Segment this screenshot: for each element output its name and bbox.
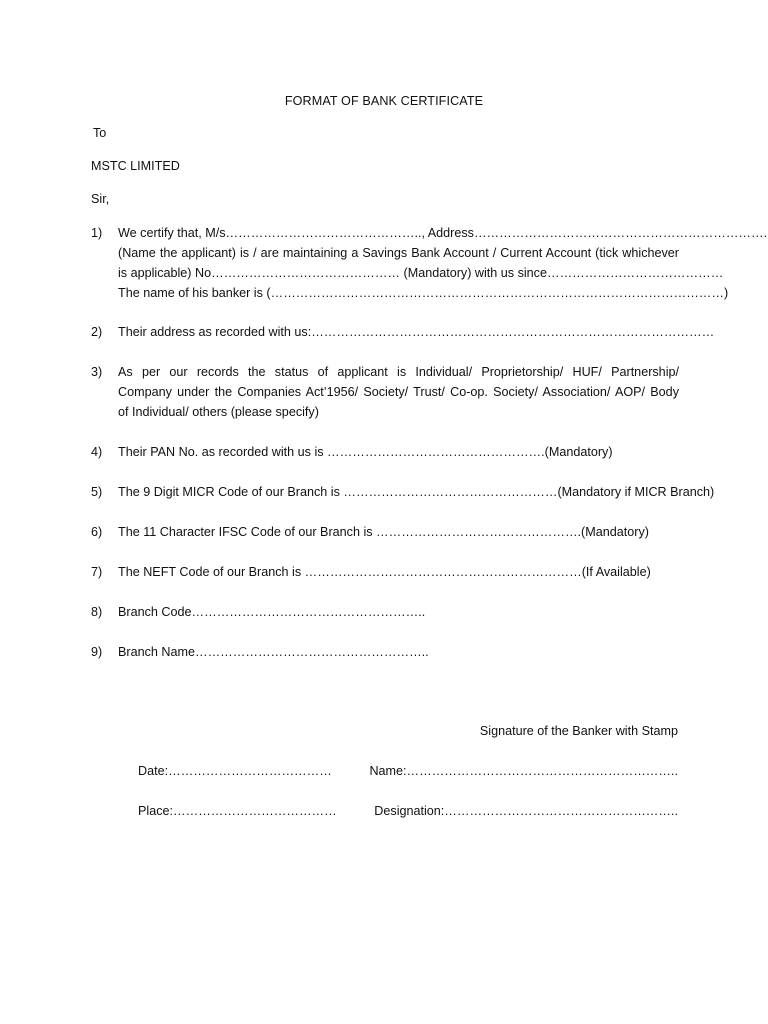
item-body bbox=[118, 223, 768, 303]
signature-title: Signature of the Banker with Stamp bbox=[479, 724, 678, 738]
item-text-line: The NEFT Code of our Branch is …………………………………………………………(If Available) bbox=[118, 565, 651, 579]
item-number: 8) bbox=[91, 605, 103, 619]
item-text-line: The 11 Character IFSC Code of our Branch is ………………………………………….(Mandatory) bbox=[118, 525, 649, 539]
item-number: 6) bbox=[91, 525, 103, 539]
item-text-line: (Name the applicant) is / are maintaining a Savings Bank Account / Current Account (tick whichever bbox=[118, 246, 679, 260]
item-number: 1) bbox=[91, 226, 103, 240]
item-number: 5) bbox=[91, 485, 103, 499]
item-text-line: The 9 Digit MICR Code of our Branch is ……………………………………………(Mandatory if MICR Branch) bbox=[118, 485, 715, 499]
item-number: 2) bbox=[91, 325, 103, 339]
item-number: 4) bbox=[91, 445, 103, 459]
item-text-line: We certify that, M/s……………………………………….., Address……………………………………………………………. bbox=[118, 226, 768, 240]
item-body bbox=[118, 362, 679, 422]
item-body bbox=[118, 442, 679, 462]
item-body bbox=[118, 482, 715, 502]
date-field: Date:………………………………… bbox=[138, 764, 332, 778]
to-line: To bbox=[93, 126, 107, 140]
item-body bbox=[118, 602, 679, 622]
item-body bbox=[118, 522, 679, 542]
page-title: FORMAT OF BANK CERTIFICATE bbox=[284, 94, 484, 108]
item-text-line: Company under the Companies Act’1956/ Society/ Trust/ Co-op. Society/ Association/ AOP/ Body bbox=[118, 385, 679, 399]
item-number: 7) bbox=[91, 565, 103, 579]
item-text-line: Branch Code……………………………………………….. bbox=[118, 605, 426, 619]
item-body bbox=[118, 562, 679, 582]
item-text-line: Branch Name……………………………………………….. bbox=[118, 645, 429, 659]
item-text-line: The name of his banker is (………………………………………………………………………………………………) bbox=[118, 286, 729, 300]
place-field: Place:………………………………… bbox=[138, 804, 337, 818]
item-text-line: is applicable) No……………………………………… (Mandatory) with us since…………………………………… bbox=[118, 266, 724, 280]
item-text-line: Their PAN No. as recorded with us is …………………………………………….(Mandatory) bbox=[118, 445, 613, 459]
item-text-line: of Individual/ others (please specify) bbox=[118, 405, 319, 419]
item-text-line: Their address as recorded with us:…………………………………………………………………………………… bbox=[118, 325, 715, 339]
item-text-line: As per our records the status of applicant is Individual/ Proprietorship/ HUF/ Partnership/ bbox=[118, 365, 679, 379]
item-body bbox=[118, 642, 679, 662]
salutation: Sir, bbox=[91, 192, 110, 206]
item-body bbox=[118, 322, 715, 342]
name-field: Name:……………………………………………………….. bbox=[369, 764, 678, 778]
designation-field: Designation:……………………………………………….. bbox=[374, 804, 678, 818]
item-number: 3) bbox=[91, 365, 103, 379]
addressee: MSTC LIMITED bbox=[91, 159, 180, 173]
item-number: 9) bbox=[91, 645, 103, 659]
